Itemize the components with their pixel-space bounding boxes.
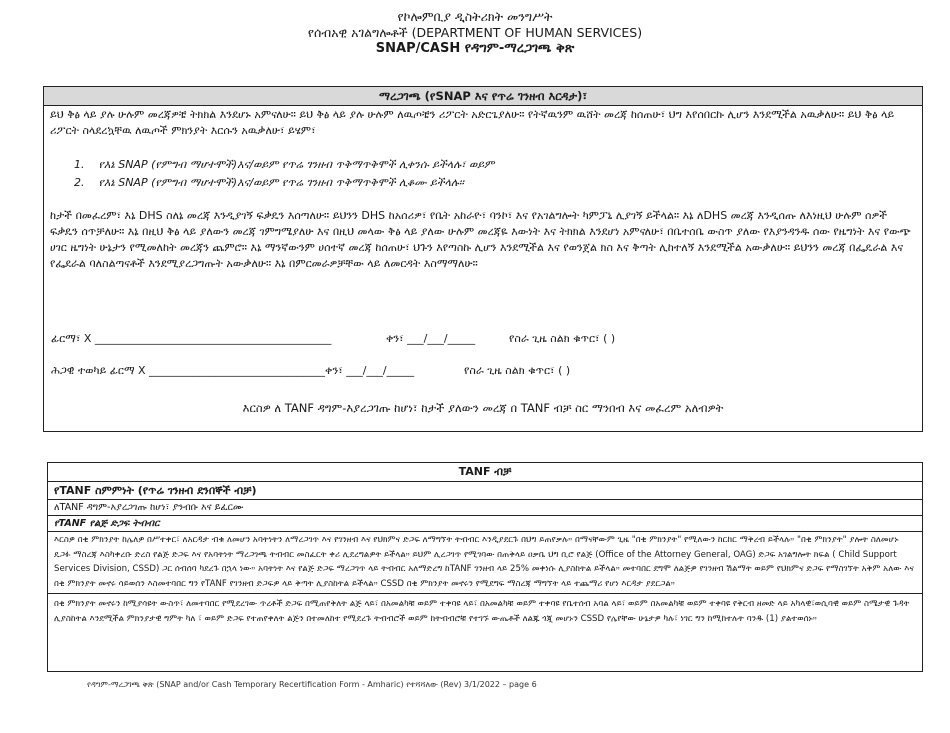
certification-item-2: 2. የእኔ SNAP (የምግብ ማሆተሞች)እና/ወይም የጥሬ ገንዘብ ጥቅማጥቅሞች ሊቆሙ ይችላሉ።: [74, 176, 464, 189]
tanf-good-cause-paragraph: በቂ ምክንያት መኖሩን ከሚያሳዩት ውስጥ፣ ለመተባበር የሚደረገው ጥረቶች ድጋፍ በሚጠየቅለት ልጅ ላይ፣ በአመልካቹ ወይም ተቀባዩ ላይ፣ በአመልካቹ ወይም ተቀባዩ የቤተሰብ አባል ላይ፣ ወይም በአመልካቹ ወይም ተቀባዩ የቅርብ ዘመድ ላይ አካላዊ፣ወሲባዊ ወይም ስሜታዊ ጉዳት ሊያስከትል እንደሚችል ምክንያታዊ ግምት ካለ ፣ ወይም ድጋፍ የተጠየቀለት ልጅን በተመለከተ የሚደረጉ ትብብሮች ወይም ከትብብሮቹ የተገኙ ውጤቶች ለልጁ ጎጂ መሆኑን CSSD የሌየቸው ሁኔታዎ ካሉ፣ ነገር ግን ከሚከተሉት ባንዱ (1) ያልተወሰኑ።: [54, 599, 910, 624]
tanf-title: TANF ብቻ: [48, 463, 922, 482]
date-field[interactable]: ቀን፣ ___/___/_____: [386, 332, 476, 345]
tanf-child-support-heading: የTANF የልጅ ድጋፍ ትብብር: [48, 516, 922, 532]
certification-item-1-text: የእኔ SNAP (የምግብ ማሆተሞች)እና/ወይም የጥሬ ገንዘብ ጥቅማጥቅሞች ሊቀንሱ ይችላሉ፣ ወይም: [98, 158, 495, 171]
signature-field[interactable]: ፊርማ፣ X ___________________________________________: [51, 332, 332, 345]
agency-name: የኮሎምቢያ ዲስትሪክት መንግሥት: [397, 9, 553, 24]
work-phone-field[interactable]: የስራ ጊዜ ስልክ ቁጥር፣ ( ): [509, 332, 616, 345]
tanf-section: [47, 462, 923, 672]
form-title: SNAP/CASH የዳግም-ማረጋገጫ ቅጽ: [375, 41, 575, 56]
department-name: የሰብአዊ አገልግሎቶች (DEPARTMENT OF HUMAN SERVICES): [307, 25, 643, 40]
representative-signature-field[interactable]: ሕጋዊ ተወካይ ፊርማ X ________________________________ቀን፣ ___/___/_____: [51, 364, 415, 377]
tanf-agreement-heading: የTANF ስምምነት (የጥሬ ገንዘብ ደንበኞች ብቻ): [48, 482, 922, 500]
certification-section: [43, 86, 923, 432]
certification-item-2-text: የእኔ SNAP (የምግብ ማሆተሞች)እና/ወይም የጥሬ ገንዘብ ጥቅማጥቅሞች ሊቆሙ ይችላሉ።: [98, 176, 464, 189]
certification-intro: ይህ ቅፅ ላይ ያሉ ሁሉም መረጃዎቼ ትክክል እንደሆኑ አምናለሁ። ይህ ቅፅ ላይ ያሉ ሁሉም ለዉጦቼን ሪፖርት አድርጌያለሁ። የትኛዉንም ዉሸት መረጃ ከሰጠሁ፣ ህግ እየሰበርኩ ሊሆን እንደሚችል አዉቃለሁ። ይህ ቅፅ ላይ ሪፖርት ስላደረኳቸዉ ለዉጦች ምክንያት እርሱን አዉቃለሁ፣ ይሄም፣: [50, 108, 895, 137]
tanf-instruction: እርስዎ ለ TANF ዳግም-እያረጋገጡ ከሆነ፣ ከታች ያለውን መረጃ በ TANF ብቻ ስር ማንበብ እና መፈረም አለብዎት: [242, 401, 724, 415]
page-footer: የዳግም-ማረጋገጫ ቅጽ (SNAP and/or Cash Temporary Recertification Form - Amharic) የተሻሻለው (Rev) 3/1/2022 – page 6: [87, 680, 537, 689]
certification-title: ማረጋገጫ (የSNAP እና የጥሬ ገንዘብ እርዳታ)፣: [44, 87, 922, 106]
representative-work-phone-field[interactable]: የስራ ጊዜ ስልክ ቁጥር፣ ( ): [464, 364, 571, 377]
tanf-cooperation-paragraph: እርስዎ በቂ ምክንያት ከሌለዎ በሥተቀር፣ ለአርዳታ ብቁ ለመሆን አባትነትን ለማረጋገጥ እና የገንዘብ እና የህክምና ድጋፍ ለማግኘት ትብብር እንዲያደርጉ በህግ ይጠየቃሉ። በማናቸውም ጊዜ "በቂ ምክንያት" የሚለውን ከርከር ማቅረብ ይችላሉ። "በቂ ምክንያት" ያሎት ስለመሆኑ ዴጋፉ ማስረጃ እስካቀረቡ ድረስ የልጅ ድጋፍ እና የአባትነት ማረጋገጫ ትብብር መስፈርት ቀሪ ሊደረግልዎት ይችላል። ይህም ሊረጋገጥ የሚገባው በጠቅላይ ዐቃቤ ህግ ቢሮ የልጅ (Office of the Attorney General, OAG) ድጋፍ አገልግሎት ክፍል ( Child Support Services Division, CSSD) ጋር ሰብሰባ ካደረጉ በኋላ ነው። አባትነት እና የልጅ ድጋፍ ማረጋገጥ ላይ ትብብር አለማድረግ ከTANF ገንዘብ ላይ 25% መቀነሱ ሊያስከትል ይችላል። መተባበር ደግሞ ለልጅዎ የገንዘብ ሽልማት ወይም የህክምና ድጋፍ የማስገኘት አቅም አለው እና በቂ ምክንያት መኖሩ ሳይወሰን እስመተባበር ግን የTANF የገንዘብ ድጋፍዎ ላይ ቅጣት ሊያስከትል ይችላል። CSSD በቂ ምክንያት መኖሩን የሚደግፍ ማስረጃ ማግኘት ላይ ተጨማሪ የሆነ እርዳታ ያደርጋል።: [48, 532, 922, 594]
certification-item-1: 1. የእኔ SNAP (የምግብ ማሆተሞች)እና/ወይም የጥሬ ገንዘብ ጥቅማጥቅሞች ሊቀንሱ ይችላሉ፣ ወይም: [74, 158, 495, 171]
consent-paragraph: ከታች በመፈረም፣ እኔ DHS ስለኔ መረጃ እንዲያገኝ ፍቃዴን እሰጣለሁ። ይህንን DHS ከአሰሪዎ፣ የቤት አከራዮ፣ ባንኮ፣ እና የአገልግሎት ካምፓኒ ሊያገኝ ይችላል። እኔ ለDHS መረጃ እንዲሰጡ ለእነዚህ ሁሉም ሰዎች ፍቃዴን ሰጥቻለሁ። እኔ በዚህ ቅፅ ላይ ያለውን መረጃ ገምግሜያለሁ እና በዚህ መላው ቅፅ ላይ ያለው ሁሉም መረጃዬ እውነት እና ትክክል እንደሆነ አምናለሁ፣ በቤተሰቤ ውስጥ ያለው የእያንዳንዱ ሰው የዜግነት እና የውጭ ሀገር ዜግነት ሁኔታን የሚመለከት መረጃን ጨምሮ። እኔ ማንኛውንም ሀሰተኛ መረጃ ከሰጠሁ፣ ህጉን እየጣስኩ ሊሆን እንደሚችል እና የወንጀል ክስ እና ቅጣት ሊከተለኝ እንደሚችል አውቃለሁ። ይህንን መረጃ በፌዴራል እና የፌደራል ባለስልጣናቶች እንደሚያረጋግጡት አውቃለሁ። እኔ በምርመራዎቻቸው ላይ ለመርዳት እስማማለሁ።: [50, 209, 911, 270]
tanf-read-sign-note: ለTANF ዳግም-እያረጋገጡ ከሆነ፣ ያንብቡ እና ይፈርሙ: [48, 500, 922, 516]
